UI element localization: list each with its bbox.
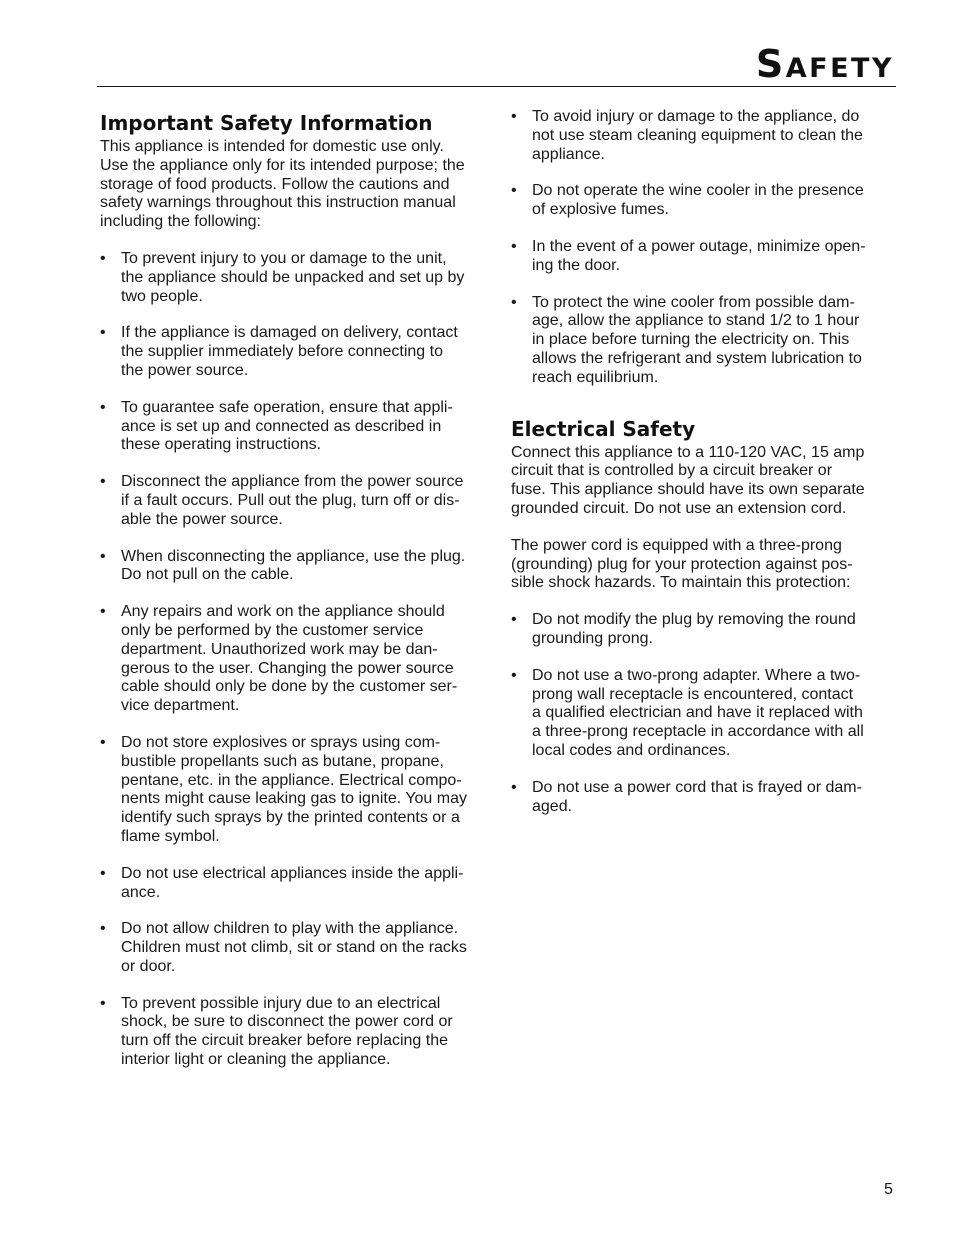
text-line: the supplier immediately before connecting to xyxy=(121,343,443,361)
text-line: In the event of a power outage, minimize open- xyxy=(532,237,866,255)
bullet-icon: • xyxy=(511,108,517,125)
text-line: To protect the wine cooler from possible dam- xyxy=(532,293,855,311)
text-line: circuit that is controlled by a circuit breaker or xyxy=(511,462,833,480)
text-line: cable should only be done by the customer ser- xyxy=(121,678,458,696)
bullet-item xyxy=(100,603,488,716)
bullet-item xyxy=(511,779,891,817)
text-line: age, allow the appliance to stand 1/2 to 1 hour xyxy=(532,312,860,330)
page-title: Safety xyxy=(755,42,894,86)
text-line: bustible propellants such as butane, propane, xyxy=(121,752,444,770)
bullet-item xyxy=(100,920,488,976)
text-line: identify such sprays by the printed contents or a xyxy=(121,809,460,827)
text-line: department. Unauthorized work may be dan- xyxy=(121,640,438,658)
text-line: ance is set up and connected as described in xyxy=(121,417,442,435)
spacer xyxy=(511,593,891,611)
text-line: nents might cause leaking gas to ignite. You may xyxy=(121,790,467,808)
safety-bullet-list xyxy=(100,250,488,1070)
text-line: Any repairs and work on the appliance should xyxy=(121,603,445,621)
text-line: Connect this appliance to a 110-120 VAC, 15 amp xyxy=(511,443,865,461)
bullet-item xyxy=(100,250,488,306)
right-column xyxy=(511,108,891,816)
text-line: safety warnings throughout this instruction manual xyxy=(100,194,456,212)
bullet-item xyxy=(100,865,488,903)
text-line: Disconnect the appliance from the power source xyxy=(121,473,464,491)
text-line: of explosive fumes. xyxy=(532,201,669,219)
left-column xyxy=(100,108,488,1070)
bullet-item xyxy=(100,324,488,380)
text-line: prong wall receptacle is encountered, contact xyxy=(532,685,854,703)
text-line: two people. xyxy=(121,287,203,305)
text-line: Do not use electrical appliances inside the appli- xyxy=(121,864,464,882)
section-heading-important-safety: Important Safety Information xyxy=(100,111,433,135)
text-line: appliance. xyxy=(532,145,605,163)
text-line: pentane, etc. in the appliance. Electrical compo- xyxy=(121,771,462,789)
bullet-icon: • xyxy=(511,611,517,629)
text-line: To prevent injury to you or damage to the unit, xyxy=(121,249,447,267)
text-line: allows the refrigerant and system lubrication to xyxy=(532,349,862,367)
text-line: vice department. xyxy=(121,697,240,715)
text-line: Do not use a two-prong adapter. Where a two- xyxy=(532,666,861,684)
bullet-icon: • xyxy=(100,398,106,416)
page-header xyxy=(97,36,896,88)
bullet-icon: • xyxy=(100,473,106,491)
text-line: in place before turning the electricity on. This xyxy=(532,331,850,349)
text-line: Do not operate the wine cooler in the presence xyxy=(532,182,864,200)
spacer xyxy=(511,388,891,414)
text-line: Do not use a power cord that is frayed or dam- xyxy=(532,778,862,796)
bullet-item xyxy=(100,548,488,586)
bullet-item xyxy=(100,734,488,847)
text-line: To prevent possible injury due to an electrical xyxy=(121,994,441,1012)
bullet-item xyxy=(511,667,891,761)
bullet-icon: • xyxy=(511,293,517,311)
bullet-icon: • xyxy=(511,237,517,255)
text-line: gerous to the user. Changing the power source xyxy=(121,659,454,677)
bullet-icon: • xyxy=(100,733,106,751)
text-line: storage of food products. Follow the cautions and xyxy=(100,175,450,193)
intro-paragraph xyxy=(100,138,488,232)
bullet-item xyxy=(511,611,891,649)
text-line: The power cord is equipped with a three-prong xyxy=(511,536,842,554)
bullet-icon: • xyxy=(100,249,106,267)
text-line: if a fault occurs. Pull out the plug, turn off or dis- xyxy=(121,491,460,509)
electrical-paragraph-1 xyxy=(511,444,891,519)
spacer xyxy=(100,232,488,250)
bullet-item xyxy=(511,238,891,276)
text-line: This appliance is intended for domestic use only. xyxy=(100,138,444,155)
bullet-item xyxy=(511,294,891,388)
bullet-icon: • xyxy=(100,324,106,342)
text-line: a qualified electrician and have it replaced with xyxy=(532,704,863,722)
section-heading-electrical-safety: Electrical Safety xyxy=(511,416,696,441)
bullet-item xyxy=(511,108,891,164)
text-line: aged. xyxy=(532,797,573,815)
bullet-icon: • xyxy=(511,666,517,684)
text-line: the appliance should be unpacked and set up by xyxy=(121,268,465,286)
text-line: Use the appliance only for its intended purpose; the xyxy=(100,156,465,174)
text-line: grounded circuit. Do not use an extension cord. xyxy=(511,499,847,517)
text-line: grounding prong. xyxy=(532,629,653,647)
bullet-item xyxy=(100,995,488,1070)
electrical-paragraph-2 xyxy=(511,537,891,593)
text-line: Do not modify the plug by removing the round xyxy=(532,611,856,629)
text-line: When disconnecting the appliance, use the plug. xyxy=(121,547,466,565)
bullet-item xyxy=(100,399,488,455)
bullet-item xyxy=(100,473,488,529)
text-line: If the appliance is damaged on delivery, contact xyxy=(121,324,458,342)
bullet-icon: • xyxy=(511,182,517,200)
text-line: turn off the circuit breaker before replacing the xyxy=(121,1032,448,1050)
text-line: Do not pull on the cable. xyxy=(121,566,294,584)
text-line: Do not store explosives or sprays using com- xyxy=(121,733,441,751)
text-line: only be performed by the customer service xyxy=(121,621,424,639)
bullet-item xyxy=(511,182,891,220)
bullet-icon: • xyxy=(511,778,517,796)
page-number: 5 xyxy=(884,1181,893,1198)
text-line: (grounding) plug for your protection against pos- xyxy=(511,555,853,573)
bullet-icon: • xyxy=(100,864,106,882)
text-line: ing the door. xyxy=(532,256,621,274)
text-line: ance. xyxy=(121,883,161,901)
text-line: the power source. xyxy=(121,361,249,379)
text-line: reach equilibrium. xyxy=(532,368,659,386)
bullet-icon: • xyxy=(100,994,106,1012)
text-line: sible shock hazards. To maintain this protection: xyxy=(511,574,851,592)
spacer xyxy=(511,519,891,537)
text-line: shock, be sure to disconnect the power cord or xyxy=(121,1013,453,1031)
text-line: able the power source. xyxy=(121,510,283,528)
text-line: To guarantee safe operation, ensure that appli- xyxy=(121,398,453,416)
text-line: interior light or cleaning the appliance. xyxy=(121,1051,391,1069)
text-line: Do not allow children to play with the appliance. xyxy=(121,920,459,938)
text-line: local codes and ordinances. xyxy=(532,741,731,759)
text-line: including the following: xyxy=(100,213,261,231)
text-line: these operating instructions. xyxy=(121,436,322,454)
text-line: not use steam cleaning equipment to clean the xyxy=(532,126,863,144)
text-line: To avoid injury or damage to the appliance, do xyxy=(532,108,860,125)
bullet-icon: • xyxy=(100,547,106,565)
header-rule xyxy=(97,86,896,87)
text-line: a three-prong receptacle in accordance with all xyxy=(532,723,864,741)
bullet-icon: • xyxy=(100,920,106,938)
electrical-bullet-list xyxy=(511,611,891,816)
appliance-bullet-list xyxy=(511,108,891,388)
text-line: Children must not climb, sit or stand on the racks xyxy=(121,939,467,957)
bullet-icon: • xyxy=(100,603,106,621)
text-line: fuse. This appliance should have its own separate xyxy=(511,481,865,499)
text-line: flame symbol. xyxy=(121,827,220,845)
text-line: or door. xyxy=(121,957,176,975)
